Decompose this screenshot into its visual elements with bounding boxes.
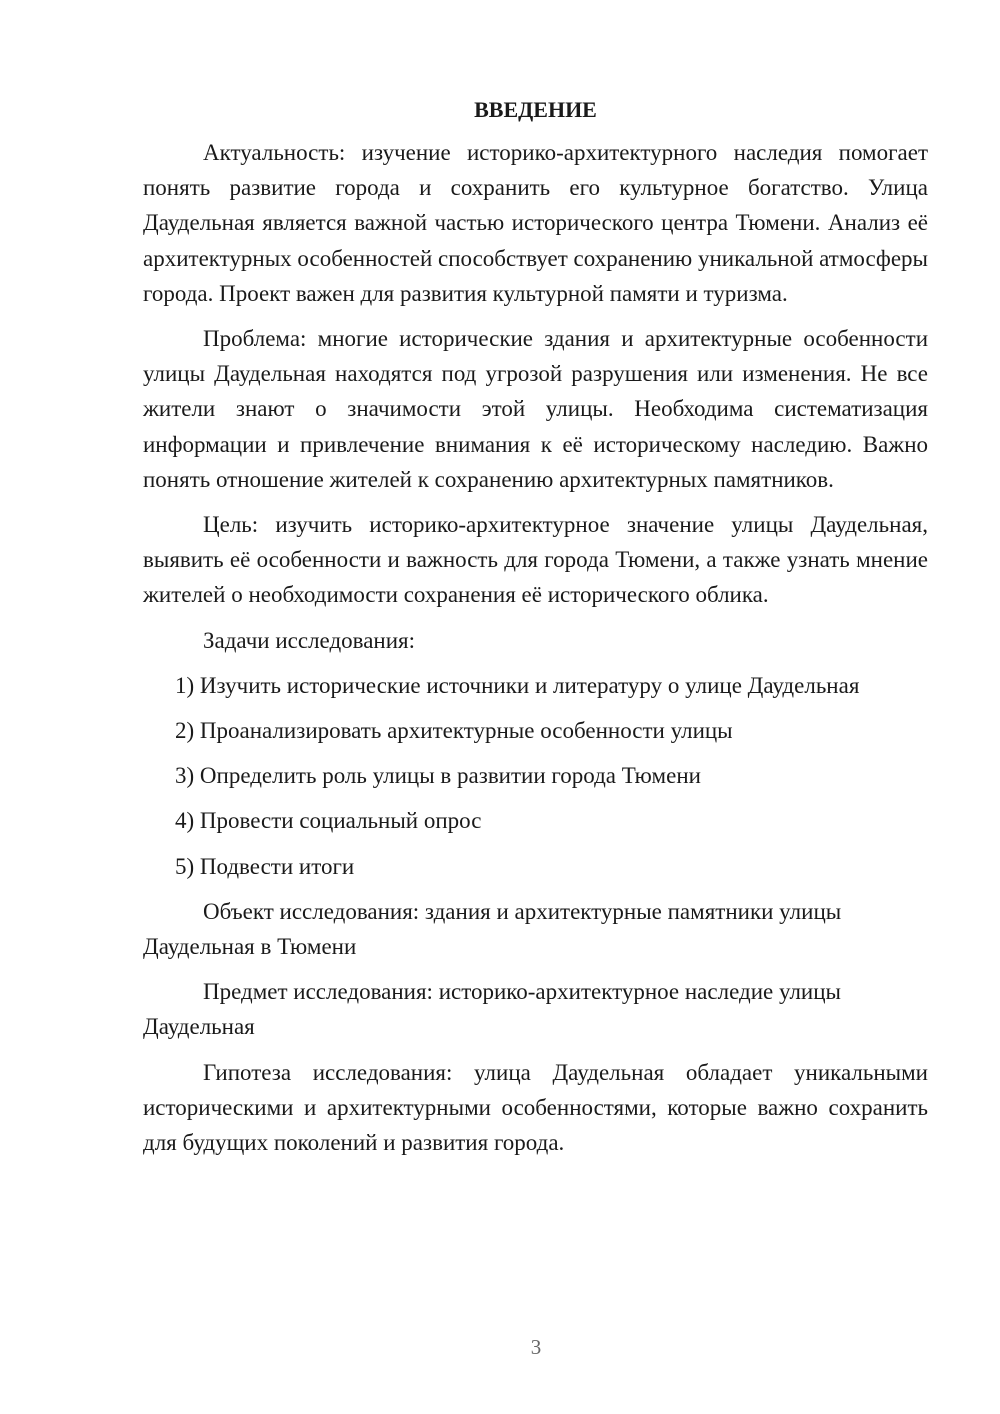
task-item: 3) Определить роль улицы в развитии города Тюмени	[175, 763, 701, 789]
page-content	[143, 92, 928, 1170]
tasks-list	[143, 668, 928, 884]
task-item: 5) Подвести итоги	[175, 853, 355, 879]
hypothesis-paragraph: Гипотеза исследования: улица Даудельная обладает уникальными историческими и архитектурными особенностями, которые важно сохранить для будущих поколений и развития города.	[143, 1059, 928, 1156]
subject-paragraph: Предмет исследования: историко-архитектурное наследие улицы Даудельная	[143, 979, 841, 1040]
section-title: ВВЕДЕНИЕ	[474, 97, 597, 122]
task-item: 2) Проанализировать архитектурные особенности улицы	[175, 718, 733, 744]
object-paragraph: Объект исследования: здания и архитектурные памятники улицы Даудельная в Тюмени	[143, 898, 842, 960]
relevance-paragraph: Актуальность: изучение историко-архитектурного наследия помогает понять развитие города и сохранить его культурное богатство. Улица Даудельная является важной частью исторического центра Тюмени. Анализ её архитектурных особенностей способствует сохранению уникальной атмосферы города. Проект важен для развития культурной памяти и туризма.	[143, 140, 928, 306]
task-item: 4) Провести социальный опрос	[175, 808, 482, 834]
goal-paragraph: Цель: изучить историко-архитектурное значение улицы Даудельная, выявить её особенности и важность для города Тюмени, а также узнать мнение жителей о необходимости сохранения её исторического облика.	[143, 512, 928, 608]
task-item: 1) Изучить исторические источники и литературу о улице Даудельная	[175, 672, 860, 698]
problem-paragraph: Проблема: многие исторические здания и архитектурные особенности улицы Даудельная находятся под угрозой разрушения или изменения. Не все жители знают о значимости этой улицы. Необходима систематизация информации и привлечение внимания к её историческому наследию. Важно понять отношение жителей к сохранению архитектурных памятников.	[143, 326, 928, 492]
page-number: 3	[530, 1335, 542, 1359]
tasks-heading: Задачи исследования:	[203, 627, 416, 653]
